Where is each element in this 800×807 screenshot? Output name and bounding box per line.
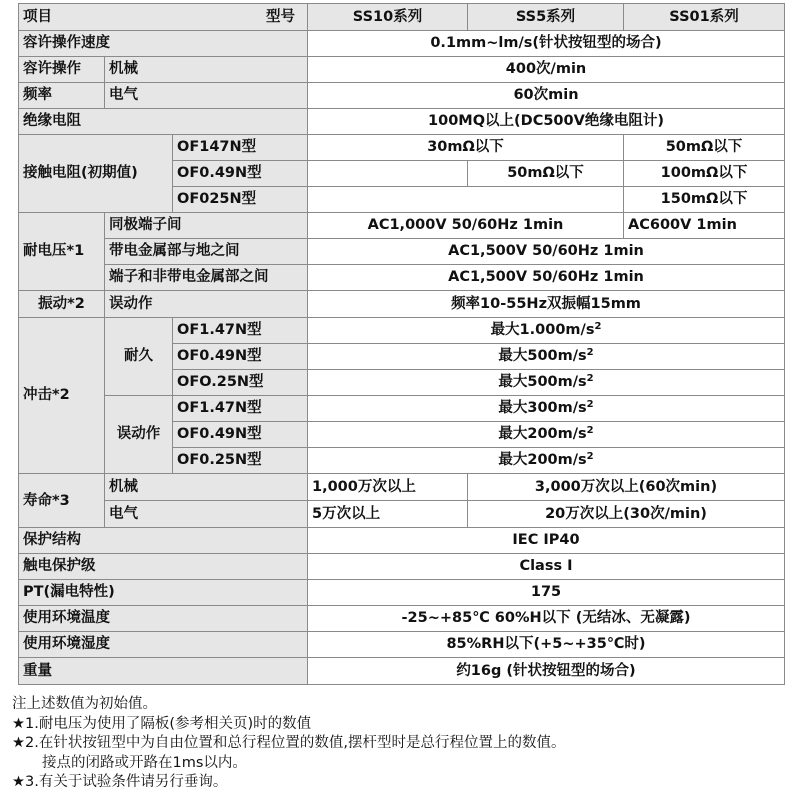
voltage-sub1: 同极端子间 — [105, 213, 308, 239]
temp-label: 使用环境温度 — [19, 606, 308, 632]
life-mech-value-a: 1,000万次以上 — [308, 474, 468, 501]
life-mech-value-b: 3,000万次以上(60次min) — [468, 474, 785, 501]
shock-d-value-2 — [308, 344, 785, 370]
insulation-label: 绝缘电阻 — [19, 109, 308, 135]
shock-m-model-3: OF0.25N型 — [173, 448, 308, 474]
life-label: 寿命*3 — [19, 474, 105, 528]
header-series-ss5: SS5系列 — [468, 4, 624, 31]
weight-row — [19, 658, 785, 685]
shock-malfunction-label: 误动作 — [105, 396, 173, 474]
voltage-sub1-value-a: AC1,000V 50/60Hz 1min — [308, 213, 624, 239]
protection-value: IEC IP40 — [308, 528, 785, 554]
shock-m-value-3-text: 最大200m/s — [498, 452, 587, 468]
note-5: ★3.有关于试验条件请另行垂询。 — [12, 774, 228, 790]
note-4: 接点的闭路或开路在1ms以内。 — [42, 754, 247, 771]
temp-row — [19, 606, 785, 632]
contact-row-1 — [19, 135, 785, 161]
shock-d-value-1 — [308, 318, 785, 344]
vibration-row — [19, 291, 785, 318]
shock-m-value-1 — [308, 396, 785, 422]
contact-empty-2 — [308, 161, 468, 187]
freq-mech-value: 400次/min — [308, 57, 785, 83]
humidity-label: 使用环境湿度 — [19, 632, 308, 658]
shock-m-model-2: OF0.49N型 — [173, 422, 308, 448]
note-1: 注上述数值为初始值。 — [12, 696, 157, 712]
life-elec-label: 电气 — [105, 501, 308, 528]
freq-elec-label: 电气 — [105, 83, 308, 109]
shock-m-model-1: OF1.47N型 — [173, 396, 308, 422]
contact-empty-3 — [308, 187, 624, 213]
contact-model-1: OF147N型 — [173, 135, 308, 161]
vibration-label: 振动*2 — [19, 291, 105, 318]
contact-value-2b: 100mΩ以下 — [624, 161, 785, 187]
shock-d-model-3: OFO.25N型 — [173, 370, 308, 396]
voltage-sub3-value: AC1,500V 50/60Hz 1min — [308, 265, 785, 291]
header-item-model-cell — [19, 4, 308, 31]
speed-label: 容许操作速度 — [19, 31, 308, 57]
note-3: ★2.在针状按钮型中为自由位置和总行程位置的数值,摆杆型时是总行程位置上的数值。 — [12, 735, 566, 751]
shock-row-1 — [19, 318, 785, 344]
insulation-row — [19, 109, 785, 135]
shock-d-value-3-text: 最大500m/s — [498, 374, 587, 390]
contact-value-2a: 50mΩ以下 — [468, 161, 624, 187]
shock-class-label: 触电保护级 — [19, 554, 308, 580]
speed-value: 0.1mm~lm/s(针状按钮型的场合) — [308, 31, 785, 57]
vibration-sub: 误动作 — [105, 291, 308, 318]
contact-value-1a: 30mΩ以下 — [308, 135, 624, 161]
header-series-ss01: SS01系列 — [624, 4, 785, 31]
freq-mech-row — [19, 57, 785, 83]
shock-class-value: Class I — [308, 554, 785, 580]
pt-value: 175 — [308, 580, 785, 606]
freq-elec-row — [19, 83, 785, 109]
contact-model-2: OF0.49N型 — [173, 161, 308, 187]
weight-value: 约16g (针状按钮型的场合) — [308, 658, 785, 685]
humidity-row — [19, 632, 785, 658]
header-row — [19, 4, 785, 31]
notes — [12, 695, 792, 793]
shock-d-value-3 — [308, 370, 785, 396]
contact-model-3: OF025N型 — [173, 187, 308, 213]
shock-durability-label: 耐久 — [105, 318, 173, 396]
pt-label: PT(漏电特性) — [19, 580, 308, 606]
life-elec-value-a: 5万次以上 — [308, 501, 468, 528]
humidity-value: 85%RH以下(+5~+35℃时) — [308, 632, 785, 658]
shock-m-value-1-text: 最大300m/s — [498, 400, 587, 416]
weight-label: 重量 — [19, 658, 308, 685]
shock-m-value-3 — [308, 448, 785, 474]
freq-elec-value: 60次min — [308, 83, 785, 109]
voltage-row-1 — [19, 213, 785, 239]
shock-m-exp-3: 2 — [586, 451, 594, 462]
note-2: ★1.耐电压为使用了隔板(参考相关页)时的数值 — [12, 715, 312, 732]
freq-mech-label: 机械 — [105, 57, 308, 83]
life-mech-label: 机械 — [105, 474, 308, 501]
shock-m-exp-2: 2 — [586, 425, 594, 436]
life-elec-row — [19, 501, 785, 528]
freq-label-b: 频率 — [19, 83, 105, 109]
shock-row-4 — [19, 396, 785, 422]
shock-d-value-1-text: 最大1.000m/s — [490, 322, 595, 338]
header-model: 型号 — [266, 9, 295, 25]
contact-value-1b: 50mΩ以下 — [624, 135, 785, 161]
speed-row — [19, 31, 785, 57]
header-series-ss10: SS10系列 — [308, 4, 468, 31]
shock-class-row — [19, 554, 785, 580]
header-item: 项目 — [23, 9, 52, 25]
shock-d-exp-2: 2 — [586, 347, 594, 358]
shock-m-value-2 — [308, 422, 785, 448]
shock-d-exp-1: 2 — [594, 321, 602, 332]
life-mech-row — [19, 474, 785, 501]
shock-label: 冲击*2 — [19, 318, 105, 474]
voltage-sub2-value: AC1,500V 50/60Hz 1min — [308, 239, 785, 265]
contact-value-3: 150mΩ以下 — [624, 187, 785, 213]
protection-row — [19, 528, 785, 554]
shock-d-model-2: OF0.49N型 — [173, 344, 308, 370]
insulation-value: 100MQ以上(DC500V绝缘电阻计) — [308, 109, 785, 135]
shock-m-value-2-text: 最大200m/s — [498, 426, 587, 442]
shock-d-model-1: OF1.47N型 — [173, 318, 308, 344]
shock-m-exp-1: 2 — [586, 399, 594, 410]
protection-label: 保护结构 — [19, 528, 308, 554]
shock-d-value-2-text: 最大500m/s — [498, 348, 587, 364]
voltage-row-2 — [19, 239, 785, 265]
vibration-value: 频率10-55Hz双振幅15mm — [308, 291, 785, 318]
life-elec-value-b: 20万次以上(30次/min) — [468, 501, 785, 528]
freq-label-a: 容许操作 — [19, 57, 105, 83]
voltage-sub3: 端子和非带电金属部之间 — [105, 265, 308, 291]
temp-value: -25~+85℃ 60%H以下 (无结冰、无凝露) — [308, 606, 785, 632]
voltage-sub1-value-b: AC600V 1min — [624, 213, 785, 239]
shock-d-exp-3: 2 — [586, 373, 594, 384]
contact-label: 接触电阻(初期值) — [19, 135, 173, 213]
voltage-sub2: 带电金属部与地之间 — [105, 239, 308, 265]
spec-table — [18, 3, 785, 685]
pt-row — [19, 580, 785, 606]
voltage-label: 耐电压*1 — [19, 213, 105, 291]
voltage-row-3 — [19, 265, 785, 291]
